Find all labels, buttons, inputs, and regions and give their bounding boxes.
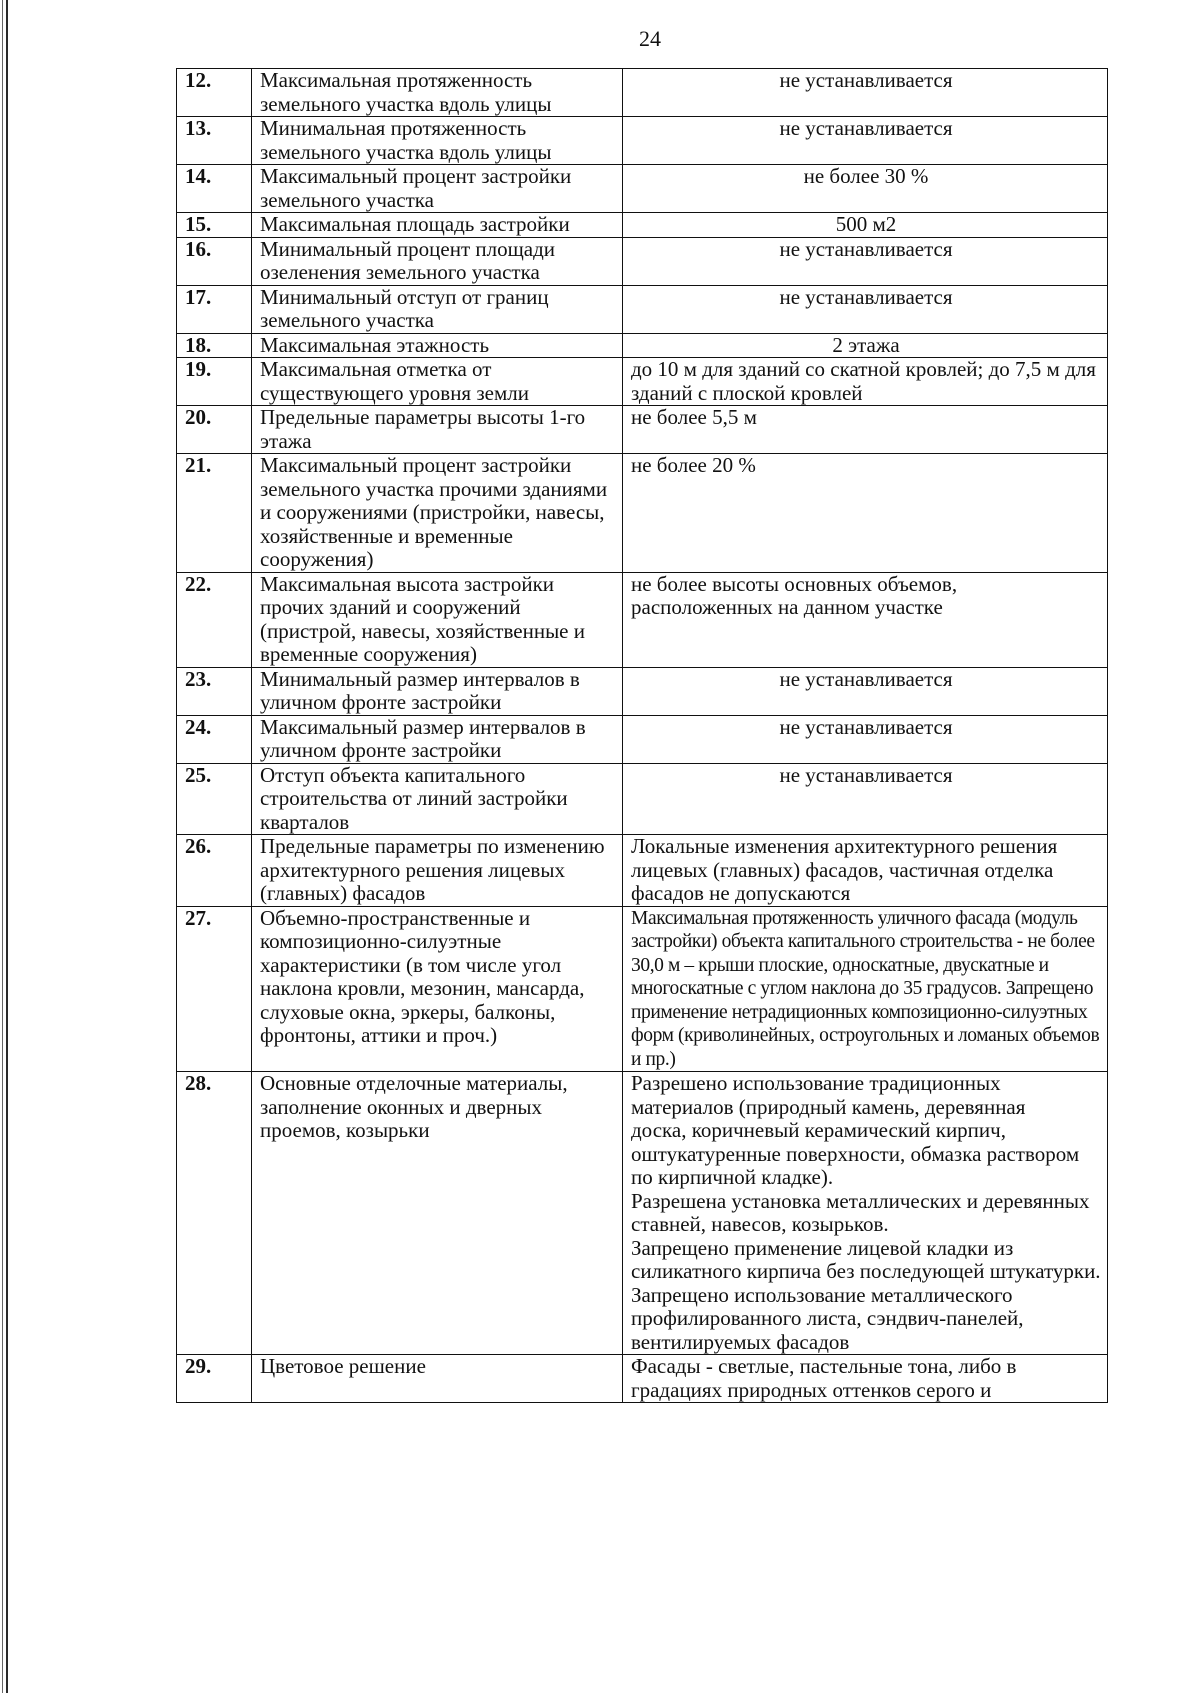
table-row [177,835,1108,907]
row-number: 16. [177,237,252,285]
parameters-table [176,68,1108,1403]
table-row [177,165,1108,213]
row-number: 23. [177,667,252,715]
row-number: 18. [177,333,252,358]
parameter-value: 500 м2 [623,213,1108,238]
parameter-name: Минимальный процент площади озеленения земельного участка [252,237,623,285]
table-row [177,1072,1108,1355]
table-row [177,406,1108,454]
parameter-value: Максимальная протяженность уличного фасада (модуль застройки) объекта капитального строительства - не более 30,0 м – крыши плоские, односкатные, двускатные и многоскатные с углом наклона до 35 градусов. Запрещено применение нетрадиционных композиционно-силуэтных форм (криволинейных, остроугольных и ломаных объемов и пр.) [623,906,1108,1072]
parameter-value: Разрешено использование традиционных материалов (природный камень, деревянная доска, коричневый керамический кирпич, оштукатуренные поверхности, обмазка раствором по кирпичной кладке). Разрешена установка металлических и деревянных ставней, навесов, козырьков. Запрещено применение лицевой кладки из силикатного кирпича без последующей штукатурки. Запрещено использование металлического профилированного листа, сэндвич-панелей, вентилируемых фасадов [623,1072,1108,1355]
row-number: 21. [177,454,252,573]
scan-edge-line [2,0,3,1693]
parameters-table-body [177,69,1108,1403]
table-row [177,358,1108,406]
table-row [177,906,1108,1072]
page-number [0,26,1200,52]
table-row [177,572,1108,667]
table-row [177,69,1108,117]
parameter-name: Максимальная этажность [252,333,623,358]
parameter-name: Максимальная отметка от существующего уровня земли [252,358,623,406]
table-row [177,237,1108,285]
table-row [177,454,1108,573]
table-row [177,117,1108,165]
parameter-name: Максимальный процент застройки земельного участка [252,165,623,213]
row-number: 27. [177,906,252,1072]
parameter-name: Цветовое решение [252,1355,623,1403]
parameter-name: Максимальная высота застройки прочих зданий и сооружений (пристрой, навесы, хозяйственные и временные сооружения) [252,572,623,667]
scan-edge-line [6,0,8,1693]
parameter-value: не устанавливается [623,117,1108,165]
parameter-name: Объемно-пространственные и композиционно-силуэтные характеристики (в том числе угол наклона кровли, мезонин, мансарда, слуховые окна, эркеры, балконы, фронтоны, аттики и проч.) [252,906,623,1072]
row-number: 22. [177,572,252,667]
table-row [177,1355,1108,1403]
row-number: 19. [177,358,252,406]
parameter-value: Фасады - светлые, пастельные тона, либо в градациях природных оттенков серого и [623,1355,1108,1403]
table-row [177,333,1108,358]
row-number: 13. [177,117,252,165]
table-row [177,285,1108,333]
table-row [177,213,1108,238]
parameter-name: Минимальный размер интервалов в уличном фронте застройки [252,667,623,715]
row-number: 24. [177,715,252,763]
parameter-value: не устанавливается [623,667,1108,715]
parameter-name: Максимальный процент застройки земельного участка прочими зданиями и сооружениями (пристройки, навесы, хозяйственные и временные сооружения) [252,454,623,573]
parameter-name: Минимальная протяженность земельного участка вдоль улицы [252,117,623,165]
parameter-value: не устанавливается [623,237,1108,285]
parameter-value: не устанавливается [623,715,1108,763]
row-number: 25. [177,763,252,835]
parameter-value: не более высоты основных объемов, расположенных на данном участке [623,572,1108,667]
parameter-name: Предельные параметры высоты 1-го этажа [252,406,623,454]
row-number: 29. [177,1355,252,1403]
parameter-value: Локальные изменения архитектурного решения лицевых (главных) фасадов, частичная отделка фасадов не допускаются [623,835,1108,907]
row-number: 14. [177,165,252,213]
parameter-value: не более 20 % [623,454,1108,573]
parameter-name: Отступ объекта капитального строительства от линий застройки кварталов [252,763,623,835]
parameter-value: не более 5,5 м [623,406,1108,454]
parameter-name: Максимальная площадь застройки [252,213,623,238]
table-row [177,667,1108,715]
page-number-text: 24 [639,26,661,51]
row-number: 12. [177,69,252,117]
row-number: 28. [177,1072,252,1355]
row-number: 20. [177,406,252,454]
parameter-value: 2 этажа [623,333,1108,358]
parameter-value: не устанавливается [623,69,1108,117]
row-number: 26. [177,835,252,907]
parameter-value: до 10 м для зданий со скатной кровлей; до 7,5 м для зданий с плоской кровлей [623,358,1108,406]
parameter-name: Основные отделочные материалы, заполнение оконных и дверных проемов, козырьки [252,1072,623,1355]
table-row [177,763,1108,835]
parameter-value: не устанавливается [623,763,1108,835]
row-number: 17. [177,285,252,333]
parameter-value: не более 30 % [623,165,1108,213]
parameter-name: Предельные параметры по изменению архитектурного решения лицевых (главных) фасадов [252,835,623,907]
parameter-name: Минимальный отступ от границ земельного участка [252,285,623,333]
table-row [177,715,1108,763]
parameter-value: не устанавливается [623,285,1108,333]
row-number: 15. [177,213,252,238]
parameter-name: Максимальный размер интервалов в уличном фронте застройки [252,715,623,763]
parameter-name: Максимальная протяженность земельного участка вдоль улицы [252,69,623,117]
